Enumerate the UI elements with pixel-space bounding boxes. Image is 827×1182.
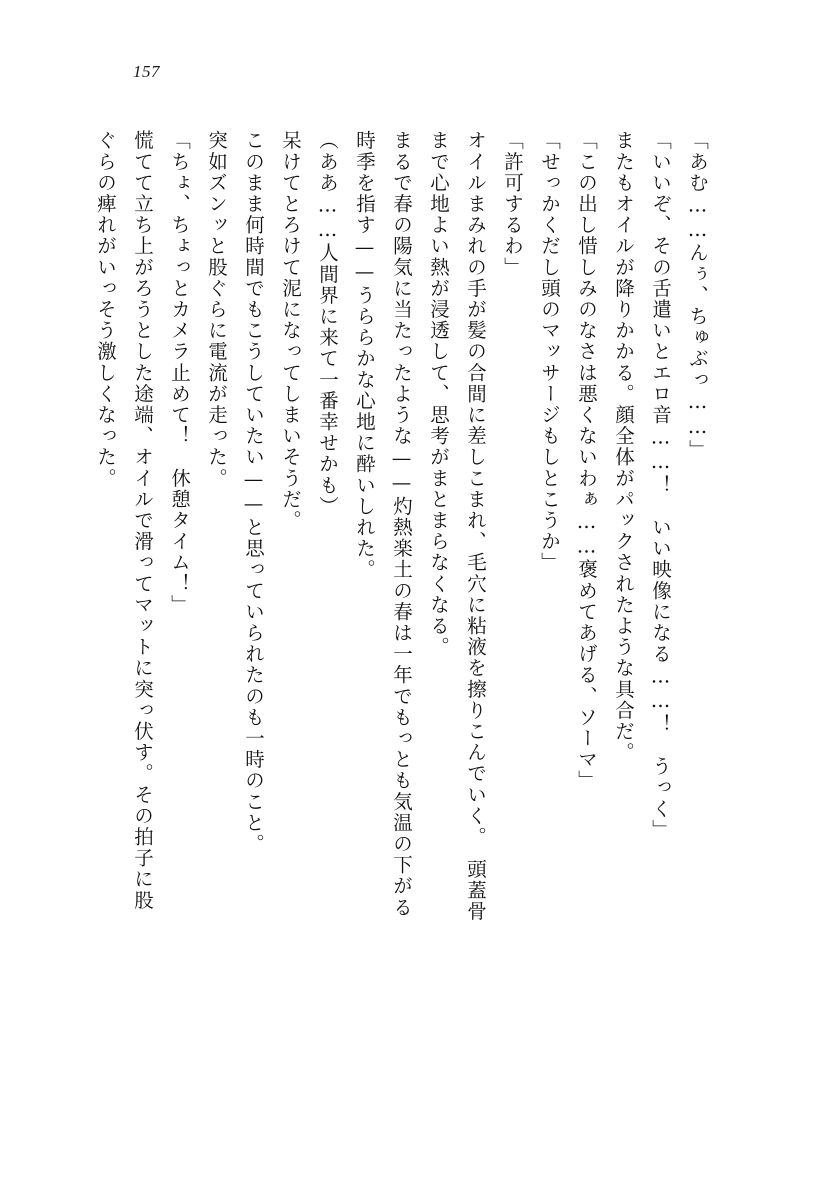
text-line: （ああ……人間界に来て一番幸せかも） (316, 130, 339, 517)
text-line: 時季を指す——うららかな心地に酔いしれた。 (353, 130, 376, 581)
text-line: まるで春の陽気に当たったような——灼熱楽土の春は一年でもっとも気温の下がる (390, 130, 413, 918)
text-line: 「あむ……んぅ、ちゅぶっ……」 (686, 130, 709, 461)
page-number: 157 (133, 62, 160, 81)
text-line: まで心地よい熱が浸透して、思考がまとまらなくなる。 (427, 130, 450, 658)
text-line: 「ちょ、ちょっとカメラ止めて！ 休憩タイム！」 (168, 130, 191, 616)
text-line: 慌てて立ち上がろうとした途端、オイルで滑ってマットに突っ伏す。その拍子に股 (131, 130, 154, 911)
text-line: 「いいぞ、その舌遣いとエロ音……！ いい映像になる……！ うっく」 (649, 130, 672, 841)
text-line: ぐらの痺れがいっそう激しくなった。 (94, 130, 117, 489)
body-text (96, 130, 716, 1090)
text-line: 「この出し惜しみのなさは悪くないわぁ……褒めてあげる、ソーマ」 (575, 130, 598, 792)
text-line: このまま何時間でもこうしていたい——と思っていられたのも一時のこと。 (242, 130, 265, 855)
text-line: 「許可するわ」 (501, 130, 524, 278)
text-line: 突如ズンッと股ぐらに電流が走った。 (205, 130, 228, 489)
text-line: またもオイルが降りかかる。顔全体がパックされたような具合だ。 (612, 130, 635, 763)
text-line: 「せっかくだし頭のマッサージもしとこうか」 (538, 130, 561, 574)
text-line: 呆けてとろけて泥になってしまいそうだ。 (279, 130, 302, 531)
text-line: オイルまみれの手が髪の合間に差しこまれ、毛穴に粘液を擦りこんでいく。 頭蓋骨 (464, 130, 487, 923)
